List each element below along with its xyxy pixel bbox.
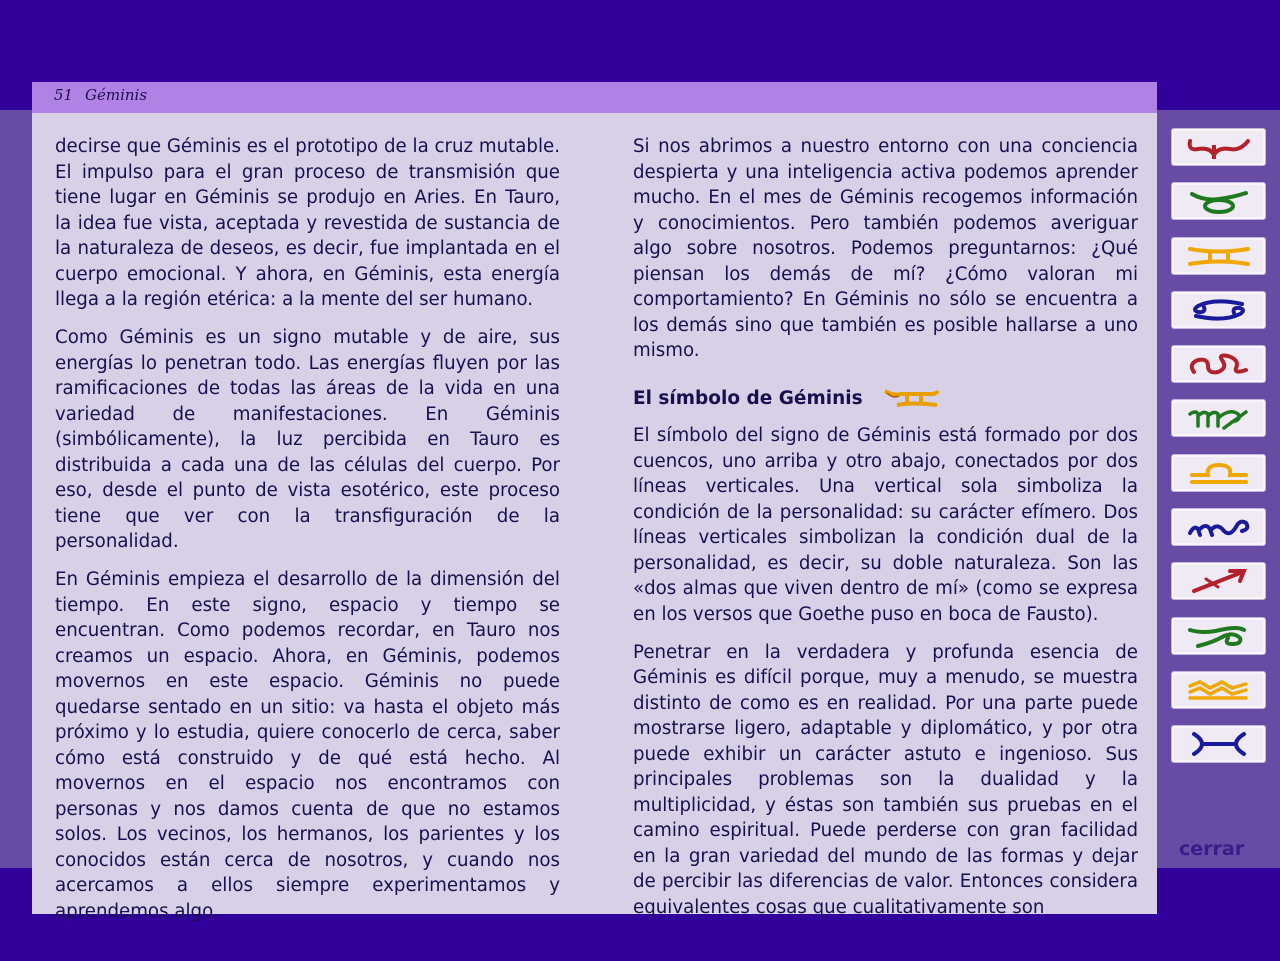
aries-icon [1184,133,1254,161]
book-page [32,82,1157,922]
zodiac-button-pisces[interactable] [1171,725,1266,763]
zodiac-button-capricorn[interactable] [1171,617,1266,655]
cancer-icon [1184,296,1254,324]
paragraph: Penetrar en la verdadera y profunda esencia de Géminis es difícil porque, muy a menudo, se muestra distinto de como es en realidad. Por una parte puede mostrarse ligero, adaptable y diplomático, y por otra puede exhibir un carácter astuto e ingenioso. Sus principales problemas son la dualidad y la multiplicidad, y éstas son también sus pruebas en el camino espiritual. Puede perderse con gran facilidad en la gran variedad del mundo de las formas y dejar de percibir las diferencias de valor. Entonces considera equivalentes cosas que cualitativamente son [633,641,1138,918]
zodiac-button-sagittarius[interactable] [1171,562,1266,600]
zodiac-nav [1171,128,1267,780]
left-column [55,134,560,937]
section-heading-text: El símbolo de Géminis [633,387,863,409]
scorpio-icon [1184,513,1254,541]
gemini-symbol-icon [883,387,939,409]
paragraph: En Géminis empieza el desarrollo de la dimensión del tiempo. En este signo, espacio y tiempo se encuentran. Como podemos recordar, en Tauro nos creamos un espacio. Ahora, en Géminis, podemos movernos en este espacio. Géminis no puede quedarse sentado en un sitio: va hasta el objeto más próximo y lo estudia, quiere conocerlo de cerca, saber cómo está construido y de qué está hecho. Al movernos en el espacio nos encontramos con personas y nos damos cuenta de que no estamos solos. Los vecinos, los hermanos, los parientes y los conocidos están cerca de nosotros, y cuando nos acercamos a ellos siempre experimentamos y aprendemos algo. [55,569,560,922]
paragraph: decirse que Géminis es el prototipo de la cruz mutable. El impulso para el gran proceso de transmisión que tiene lugar en Géminis se produjo en Aries. En Tauro, la idea fue vista, aceptada y revestida de sustancia de la naturaleza de deseos, es decir, fue implantada en el cuerpo emocional. Y ahora, en Géminis, esta energía llega a la región etérica: a la mente del ser humano. [55,136,560,310]
paragraph: Si nos abrimos a nuestro entorno con una conciencia despierta y una inteligencia activa podemos aprender mucho. En el mes de Géminis recogemos información y conocimientos. Pero también podemos averiguar algo sobre nosotros. Podemos preguntarnos: ¿Qué piensan los demás de mí? ¿Cómo valoran mi comportamiento? En Géminis no sólo se encuentra a los demás sino que también es posible hallarse a uno mismo. [633,136,1138,361]
libra-icon [1184,459,1254,487]
paragraph: Como Géminis es un signo mutable y de aire, sus energías lo penetran todo. Las energías fluyen por las ramificaciones de todas las áreas de la vida en una variedad de manifestaciones. En Géminis (simbólicamente), la luz percibida en Tauro es distribuida a cada una de las células del cuerpo. Por eso, desde el punto de vista esotérico, este proceso tiene que ver con la transfiguración de la personalidad. [55,327,560,552]
zodiac-button-leo[interactable] [1171,345,1266,383]
right-column [633,134,1138,933]
zodiac-button-virgo[interactable] [1171,399,1266,437]
page-header [32,82,1157,113]
zodiac-button-libra[interactable] [1171,454,1266,492]
zodiac-button-scorpio[interactable] [1171,508,1266,546]
virgo-icon [1184,404,1254,432]
page-number: 51 [54,86,74,104]
close-link[interactable]: cerrar [1179,838,1245,860]
section-heading [633,386,1138,412]
taurus-icon [1184,187,1254,215]
chapter-title: Géminis [85,86,148,104]
zodiac-button-cancer[interactable] [1171,291,1266,329]
zodiac-button-gemini[interactable] [1171,237,1266,275]
leo-icon [1184,350,1254,378]
paragraph: El símbolo del signo de Géminis está formado por dos cuencos, uno arriba y otro abajo, conectados por dos líneas verticales. Una vertical sola simboliza la condición de la personalidad: su carácter efímero. Dos líneas verticales simbolizan la condición dual de la personalidad, es decir, su doble naturaleza. Son las «dos almas que viven dentro de mí» (como se expresa en los versos que Goethe puso en boca de Fausto). [633,425,1138,625]
aquarius-icon [1184,676,1254,704]
pisces-icon [1184,730,1254,758]
zodiac-button-aries[interactable] [1171,128,1266,166]
zodiac-button-taurus[interactable] [1171,182,1266,220]
capricorn-icon [1184,622,1254,650]
gemini-icon [1184,242,1254,270]
zodiac-button-aquarius[interactable] [1171,671,1266,709]
sagittarius-icon [1184,567,1254,595]
